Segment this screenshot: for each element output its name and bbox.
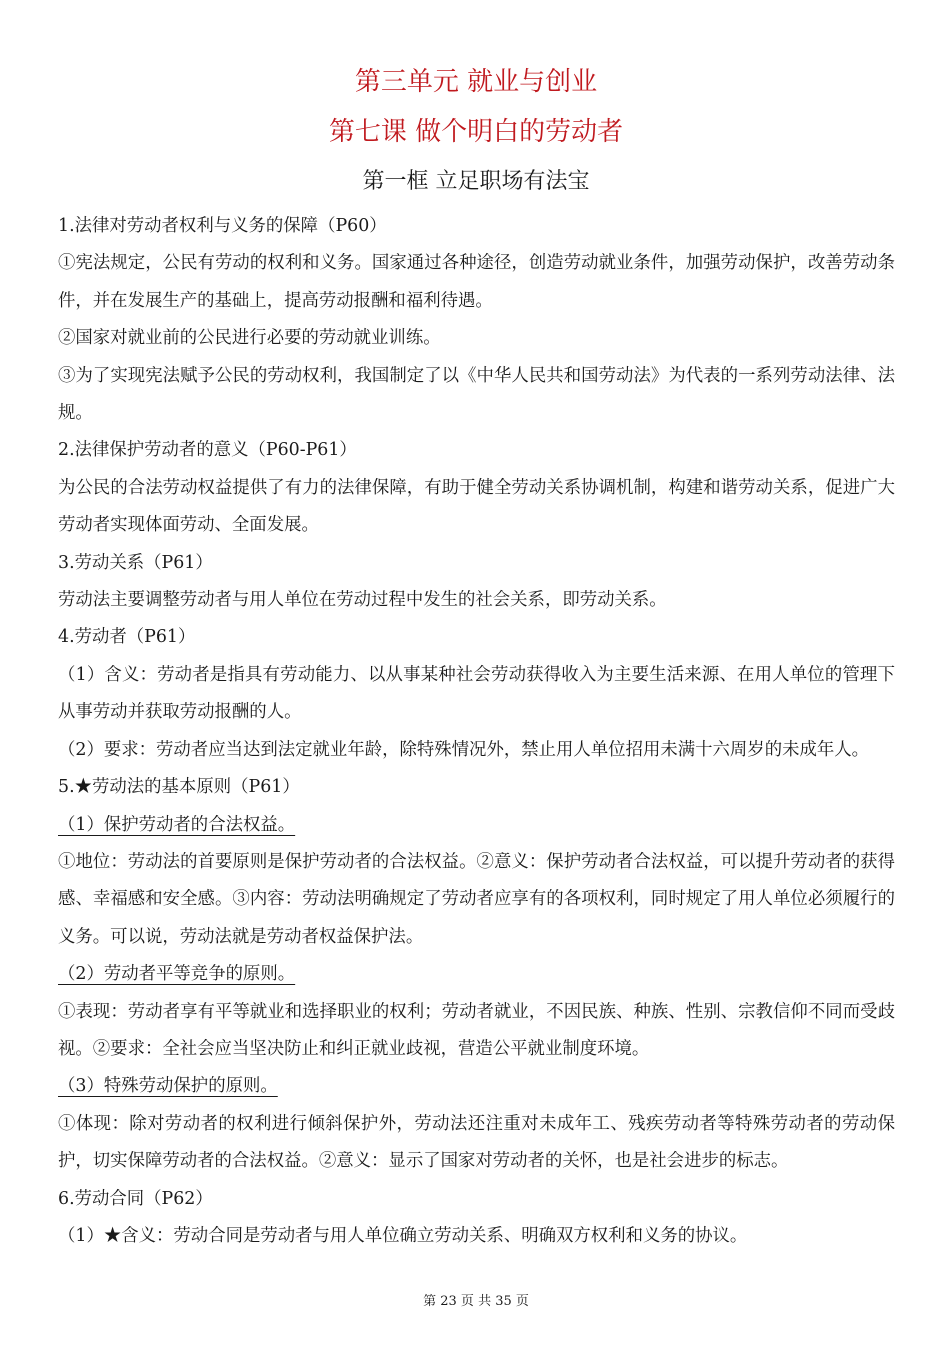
lesson-title: 第七课 做个明白的劳动者: [328, 117, 624, 147]
section-heading: 5.★劳动法的基本原则（P61）: [58, 777, 300, 798]
section-heading: 6.劳动合同（P62）: [58, 1188, 213, 1209]
section-heading: 2.法律保护劳动者的意义（P60-P61）: [58, 440, 357, 461]
section-heading: 3.劳动关系（P61）: [58, 552, 213, 573]
body-paragraph: ③为了实现宪法赋予公民的劳动权利，我国制定了以《中华人民共和国劳动法》为代表的一系列劳动法律、法规。: [58, 365, 895, 424]
underlined-text: （2）劳动者平等竞争的原则。: [58, 964, 296, 985]
body-paragraph: 劳动法主要调整劳动者与用人单位在劳动过程中发生的社会关系，即劳动关系。: [58, 590, 667, 611]
body-paragraph: （1）★含义：劳动合同是劳动者与用人单位确立劳动关系、明确双方权利和义务的协议。: [58, 1225, 748, 1246]
page-number: 第 23 页 共 35 页: [423, 1294, 529, 1309]
unit-title: 第三单元 就业与创业: [354, 67, 598, 97]
section-heading: 4.劳动者（P61）: [58, 627, 196, 648]
principle-subheading: [58, 1068, 895, 1105]
body-paragraph: ①地位：劳动法的首要原则是保护劳动者的合法权益。②意义：保护劳动者合法权益，可以提升劳动者的获得感、幸福感和安全感。③内容：劳动法明确规定了劳动者应享有的各项权利，同时规定了用人单位必须履行的义务。可以说，劳动法就是劳动者权益保护法。: [58, 851, 895, 947]
body-paragraph: ①表现：劳动者享有平等就业和选择职业的权利；劳动者就业，不因民族、种族、性别、宗教信仰不同而受歧视。②要求：全社会应当坚决防止和纠正就业歧视，营造公平就业制度环境。: [58, 1001, 895, 1059]
principle-subheading: [58, 956, 895, 993]
section-heading: 1.法律对劳动者权利与义务的保障（P60）: [58, 216, 387, 236]
body-paragraph: ①体现：除对劳动者的权利进行倾斜保护外，劳动法还注重对未成年工、残疾劳动者等特殊劳动者的劳动保护，切实保障劳动者的合法权益。②意义：显示了国家对劳动者的关怀，也是社会进步的标志。: [58, 1113, 895, 1172]
body-paragraph: 为公民的合法劳动权益提供了有力的法律保障，有助于健全劳动关系协调机制，构建和谐劳动关系，促进广大劳动者实现体面劳动、全面发展。: [58, 477, 895, 536]
body-paragraph: ①宪法规定，公民有劳动的权利和义务。国家通过各种途径，创造劳动就业条件，加强劳动保护，改善劳动条件，并在发展生产的基础上，提高劳动报酬和福利待遇。: [58, 253, 895, 311]
body-paragraph: （1）含义：劳动者是指具有劳动能力、以从事某种社会劳动获得收入为主要生活来源、在用人单位的管理下从事劳动并获取劳动报酬的人。: [58, 664, 895, 723]
principle-subheading: [58, 807, 895, 844]
document-body: [58, 208, 895, 1255]
underlined-text: （1）保护劳动者的合法权益。: [58, 814, 296, 835]
frame-title: 第一框 立足职场有法宝: [362, 169, 590, 194]
body-paragraph: （2）要求：劳动者应当达到法定就业年龄，除特殊情况外，禁止用人单位招用未满十六周岁的未成年人。: [58, 739, 870, 760]
underlined-text: （3）特殊劳动保护的原则。: [58, 1076, 278, 1097]
body-paragraph: ②国家对就业前的公民进行必要的劳动就业训练。: [58, 328, 441, 349]
